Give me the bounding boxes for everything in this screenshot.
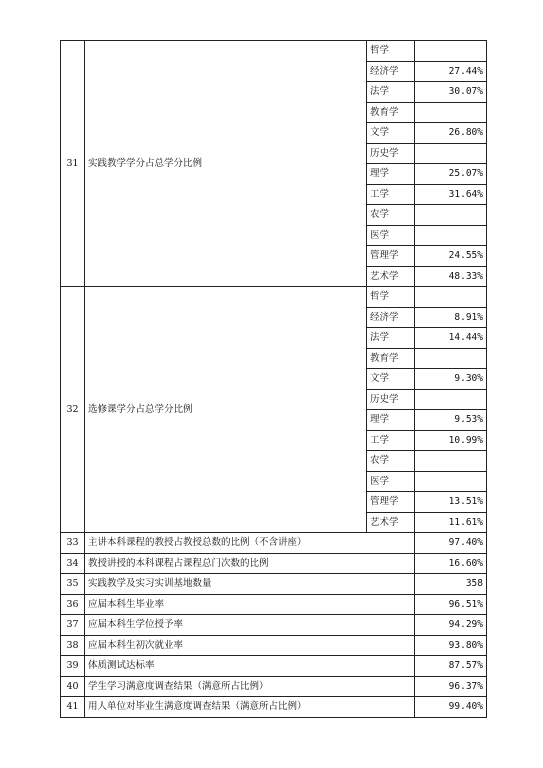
row-number: 34 bbox=[61, 553, 85, 574]
indicator-name: 实践教学及实习实训基地数量 bbox=[85, 574, 415, 595]
discipline-value: 10.99% bbox=[415, 430, 487, 451]
row-number: 41 bbox=[61, 697, 85, 718]
discipline-value: 24.55% bbox=[415, 246, 487, 267]
discipline-name: 管理学 bbox=[367, 492, 415, 513]
table-row bbox=[61, 574, 487, 595]
discipline-value: 27.44% bbox=[415, 61, 487, 82]
discipline-value bbox=[415, 348, 487, 369]
discipline-value: 31.64% bbox=[415, 184, 487, 205]
discipline-name: 农学 bbox=[367, 451, 415, 472]
discipline-name: 艺术学 bbox=[367, 266, 415, 287]
indicator-name: 用人单位对毕业生满意度调查结果（满意所占比例） bbox=[85, 697, 415, 718]
row-number: 33 bbox=[61, 533, 85, 554]
row-number: 36 bbox=[61, 594, 85, 615]
indicator-name: 选修课学分占总学分比例 bbox=[85, 287, 367, 533]
indicator-value: 94.29% bbox=[415, 615, 487, 636]
discipline-name: 文学 bbox=[367, 123, 415, 144]
discipline-value: 8.91% bbox=[415, 307, 487, 328]
discipline-value: 13.51% bbox=[415, 492, 487, 513]
row-number: 31 bbox=[61, 41, 85, 287]
table-row bbox=[61, 676, 487, 697]
discipline-name: 管理学 bbox=[367, 246, 415, 267]
row-number: 37 bbox=[61, 615, 85, 636]
table-row bbox=[61, 697, 487, 718]
indicator-name: 学生学习满意度调查结果（满意所占比例） bbox=[85, 676, 415, 697]
discipline-name: 医学 bbox=[367, 225, 415, 246]
discipline-value: 9.53% bbox=[415, 410, 487, 431]
discipline-name: 教育学 bbox=[367, 102, 415, 123]
discipline-name: 法学 bbox=[367, 328, 415, 349]
indicator-value: 93.80% bbox=[415, 635, 487, 656]
discipline-name: 工学 bbox=[367, 184, 415, 205]
discipline-value bbox=[415, 389, 487, 410]
discipline-name: 教育学 bbox=[367, 348, 415, 369]
table-row bbox=[61, 656, 487, 677]
discipline-value bbox=[415, 102, 487, 123]
discipline-name: 农学 bbox=[367, 205, 415, 226]
indicator-name: 主讲本科课程的教授占教授总数的比例（不含讲座） bbox=[85, 533, 415, 554]
discipline-value bbox=[415, 143, 487, 164]
discipline-name: 艺术学 bbox=[367, 512, 415, 533]
discipline-value bbox=[415, 41, 487, 62]
discipline-value: 30.07% bbox=[415, 82, 487, 103]
discipline-value bbox=[415, 225, 487, 246]
indicator-name: 应届本科生毕业率 bbox=[85, 594, 415, 615]
discipline-value bbox=[415, 287, 487, 308]
indicator-name: 应届本科生学位授予率 bbox=[85, 615, 415, 636]
discipline-value: 9.30% bbox=[415, 369, 487, 390]
table-row bbox=[61, 41, 487, 62]
table-row bbox=[61, 287, 487, 308]
indicator-value: 16.60% bbox=[415, 553, 487, 574]
statistics-table-body bbox=[61, 41, 487, 718]
row-number: 38 bbox=[61, 635, 85, 656]
indicator-value: 97.40% bbox=[415, 533, 487, 554]
indicator-value: 87.57% bbox=[415, 656, 487, 677]
indicator-value: 96.37% bbox=[415, 676, 487, 697]
discipline-value: 48.33% bbox=[415, 266, 487, 287]
discipline-value bbox=[415, 471, 487, 492]
discipline-name: 工学 bbox=[367, 430, 415, 451]
discipline-name: 经济学 bbox=[367, 61, 415, 82]
discipline-name: 医学 bbox=[367, 471, 415, 492]
indicator-value: 96.51% bbox=[415, 594, 487, 615]
discipline-value bbox=[415, 451, 487, 472]
table-row bbox=[61, 615, 487, 636]
row-number: 35 bbox=[61, 574, 85, 595]
discipline-name: 法学 bbox=[367, 82, 415, 103]
indicator-value: 99.40% bbox=[415, 697, 487, 718]
discipline-value bbox=[415, 205, 487, 226]
discipline-name: 哲学 bbox=[367, 287, 415, 308]
indicator-name: 体质测试达标率 bbox=[85, 656, 415, 677]
discipline-name: 历史学 bbox=[367, 143, 415, 164]
discipline-name: 历史学 bbox=[367, 389, 415, 410]
discipline-name: 文学 bbox=[367, 369, 415, 390]
discipline-name: 经济学 bbox=[367, 307, 415, 328]
discipline-value: 25.07% bbox=[415, 164, 487, 185]
indicator-value: 358 bbox=[415, 574, 487, 595]
discipline-name: 哲学 bbox=[367, 41, 415, 62]
table-row bbox=[61, 533, 487, 554]
row-number: 40 bbox=[61, 676, 85, 697]
table-row bbox=[61, 594, 487, 615]
discipline-value: 14.44% bbox=[415, 328, 487, 349]
indicator-name: 应届本科生初次就业率 bbox=[85, 635, 415, 656]
table-row bbox=[61, 635, 487, 656]
discipline-value: 11.61% bbox=[415, 512, 487, 533]
row-number: 32 bbox=[61, 287, 85, 533]
table-row bbox=[61, 553, 487, 574]
discipline-value: 26.80% bbox=[415, 123, 487, 144]
indicator-name: 教授讲授的本科课程占课程总门次数的比例 bbox=[85, 553, 415, 574]
indicator-name: 实践教学学分占总学分比例 bbox=[85, 41, 367, 287]
discipline-name: 理学 bbox=[367, 410, 415, 431]
statistics-table bbox=[60, 40, 487, 718]
discipline-name: 理学 bbox=[367, 164, 415, 185]
row-number: 39 bbox=[61, 656, 85, 677]
